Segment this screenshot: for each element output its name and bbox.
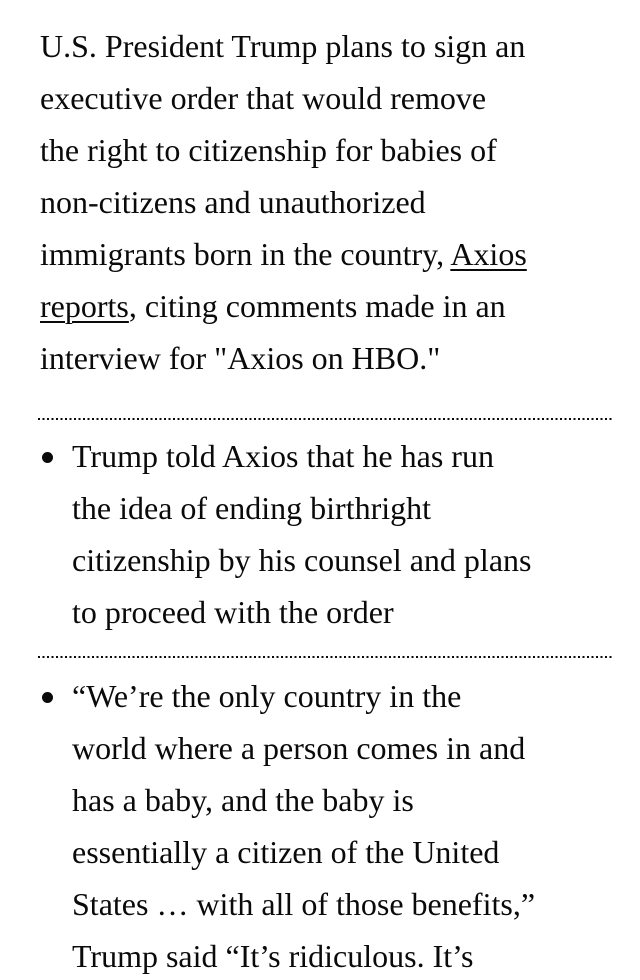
bullet-line: “We’re the only country in the (72, 678, 462, 714)
intro-line-text: , citing comments made in an (128, 288, 506, 324)
dotted-divider (38, 656, 612, 658)
bullet-line: the idea of ending birthright (72, 490, 432, 526)
intro-line-text: immigrants born in the country, (40, 236, 451, 272)
bullet-line: to proceed with the order (72, 594, 394, 630)
bullet-list-item (40, 430, 612, 638)
bullet-line: world where a person comes in and (72, 730, 526, 766)
bullet-list-item (40, 670, 612, 980)
intro-line: U.S. President Trump plans to sign an (40, 28, 526, 64)
bullet-line: Trump said “It’s ridiculous. It’s (72, 938, 474, 974)
bullet-icon (42, 452, 53, 463)
intro-line: the right to citizenship for babies of (40, 132, 497, 168)
dotted-divider (38, 418, 612, 420)
axios-reports-link[interactable]: Axios (450, 236, 527, 272)
bullet-line: essentially a citizen of the United (72, 834, 500, 870)
axios-reports-link[interactable]: reports (40, 288, 129, 324)
intro-line (40, 280, 612, 332)
bullet-line: has a baby, and the baby is (72, 782, 414, 818)
bullet-line: States … with all of those benefits,” (72, 886, 536, 922)
bullet-line: Trump told Axios that he has run (72, 438, 494, 474)
intro-line: non-citizens and unauthorized (40, 184, 426, 220)
intro-paragraph (40, 20, 612, 384)
intro-line: executive order that would remove (40, 80, 487, 116)
bullet-line: citizenship by his counsel and plans (72, 542, 532, 578)
intro-line (40, 228, 612, 280)
intro-line: interview for "Axios on HBO." (40, 340, 441, 376)
bullet-icon (42, 692, 53, 703)
